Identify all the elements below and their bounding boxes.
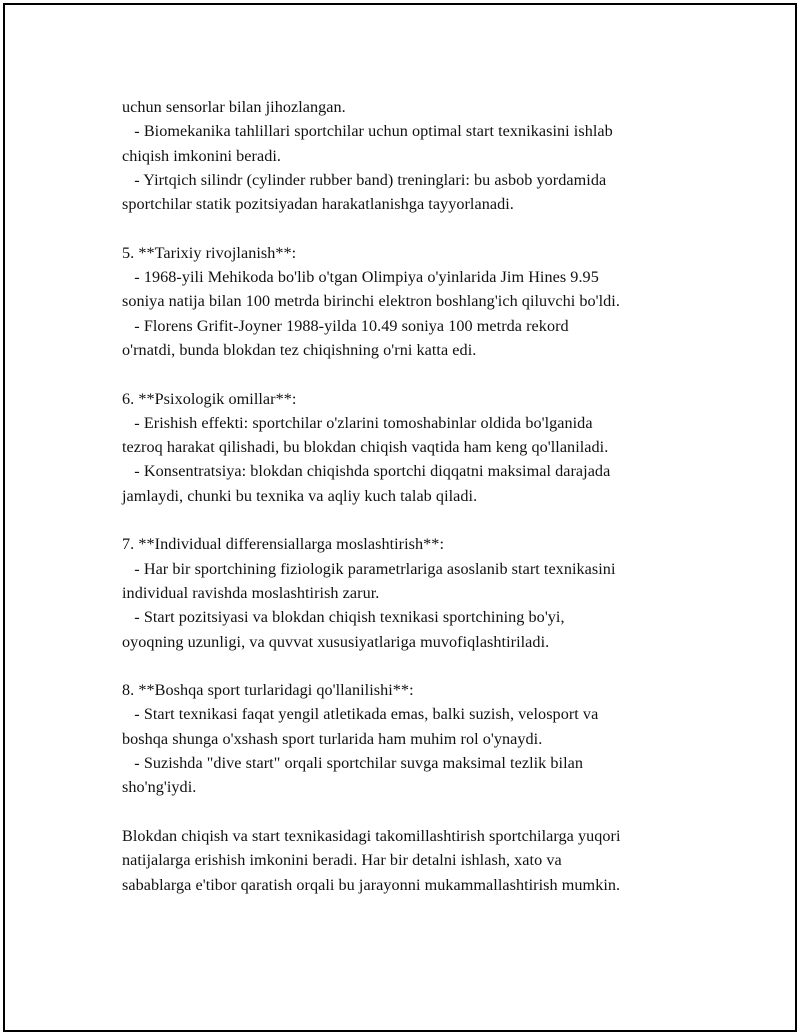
conclusion-line: Blokdan chiqish va start texnikasidagi takomillashtirish sportchilarga yuqori [122,826,621,845]
intro-line: sportchilar statik pozitsiyadan harakatlanishga tayyorlanadi. [122,195,514,214]
section-7 [122,532,722,653]
paragraph-spacer [122,508,722,532]
document-body [122,95,722,897]
paragraph-spacer [122,654,722,678]
paragraph-spacer [122,216,722,240]
conclusion-line: natijalarga erishish imkonini beradi. Har bir detalni ishlash, xato va [122,851,562,870]
section-line: - Har bir sportchining fiziologik parametrlariga asoslanib start texnikasini [122,559,616,578]
section-line: - Suzishda "dive start" orqali sportchilar suvga maksimal tezlik bilan [122,754,584,773]
section-line: soniya natija bilan 100 metrda birinchi elektron boshlang'ich qiluvchi bo'ldi. [122,292,620,311]
section-line: - Start pozitsiyasi va blokdan chiqish texnikasi sportchining bo'yi, [122,608,565,627]
section-line: o'rnatdi, bunda blokdan tez chiqishning o'rni katta edi. [122,340,477,359]
section-line: tezroq harakat qilishadi, bu blokdan chiqish vaqtida ham keng qo'llaniladi. [122,438,609,457]
section-line: - Konsentratsiya: blokdan chiqishda sportchi diqqatni maksimal darajada [122,462,611,481]
section-line: jamlaydi, chunki bu texnika va aqliy kuch talab qiladi. [122,486,478,505]
paragraph-spacer [122,800,722,824]
section-8 [122,678,722,799]
section-line: - Erishish effekti: sportchilar o'zlarini tomoshabinlar oldida bo'lganida [122,413,593,432]
page-frame [3,3,797,1032]
section-line: - Florens Grifit-Joyner 1988-yilda 10.49 soniya 100 metrda rekord [122,316,569,335]
intro-line: chiqish imkonini beradi. [122,146,282,165]
conclusion-line: sabablarga e'tibor qaratish orqali bu jarayonni mukammallashtirish mumkin. [122,875,621,894]
intro-line: uchun sensorlar bilan jihozlangan. [122,98,346,116]
conclusion-block [122,824,722,897]
intro-line: - Biomekanika tahlillari sportchilar uchun optimal start texnikasini ishlab [122,122,613,141]
section-line: sho'ng'iydi. [122,778,197,797]
intro-block [122,95,722,216]
section-5 [122,241,722,362]
section-heading: 7. **Individual differensiallarga moslashtirish**: [122,535,444,554]
section-line: - Start texnikasi faqat yengil atletikada emas, balki suzish, velosport va [122,705,599,724]
section-line: - 1968-yili Mehikoda bo'lib o'tgan Olimpiya o'yinlarida Jim Hines 9.95 [122,268,599,287]
section-heading: 6. **Psixologik omillar**: [122,389,297,408]
intro-line: - Yirtqich silindr (cylinder rubber band) treninglari: bu asbob yordamida [122,170,607,189]
section-line: individual ravishda moslashtirish zarur. [122,583,380,602]
section-line: oyoqning uzunligi, va quvvat xususiyatlariga muvofiqlashtiriladi. [122,632,550,651]
section-heading: 5. **Tarixiy rivojlanish**: [122,243,297,262]
paragraph-spacer [122,362,722,386]
section-heading: 8. **Boshqa sport turlaridagi qo'llanilishi**: [122,681,414,700]
section-6 [122,387,722,508]
section-line: boshqa shunga o'xshash sport turlarida ham muhim rol o'ynaydi. [122,729,543,748]
